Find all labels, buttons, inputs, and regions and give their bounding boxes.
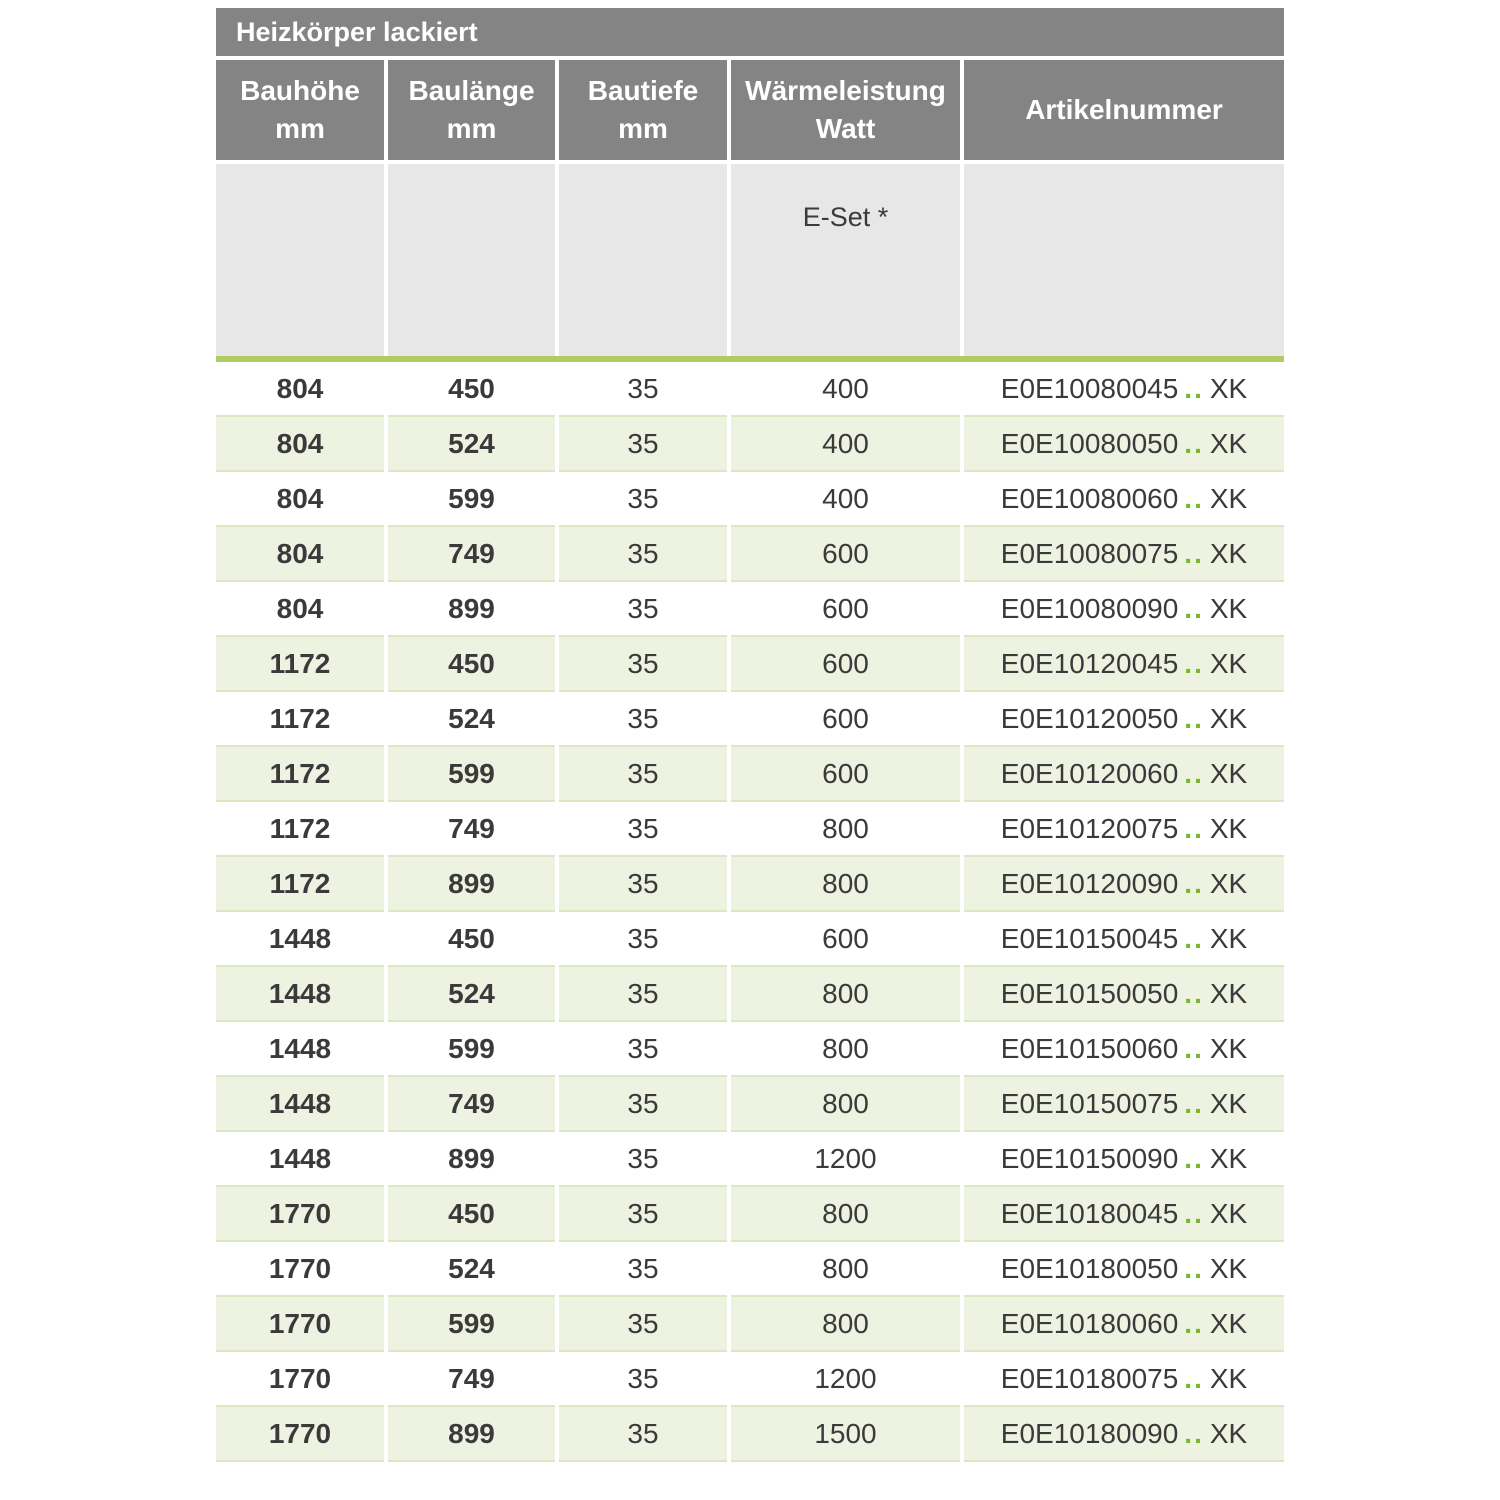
cell-waermeleistung: 600: [731, 582, 960, 637]
cell-bauhoehe: 1448: [216, 1077, 384, 1132]
artikel-base: E0E10080060: [1000, 482, 1179, 514]
artikel-suffix: XK: [1209, 702, 1248, 734]
cell-baulaenge: 899: [388, 857, 555, 912]
cell-waermeleistung: 1200: [731, 1352, 960, 1407]
cell-bauhoehe: 804: [216, 527, 384, 582]
artikel-dots: ..: [1184, 977, 1204, 1009]
cell-baulaenge: 899: [388, 582, 555, 637]
table-row: [216, 1132, 1284, 1187]
cell-bautiefe: 35: [559, 472, 727, 527]
artikel-suffix: XK: [1209, 1087, 1248, 1119]
artikel-dots: ..: [1184, 702, 1204, 734]
cell-waermeleistung: 800: [731, 1242, 960, 1297]
table-row: [216, 527, 1284, 582]
cell-bautiefe: 35: [559, 967, 727, 1022]
cell-waermeleistung: 800: [731, 857, 960, 912]
artikel-base: E0E10180045: [1000, 1197, 1179, 1229]
column-header-artikelnummer: [964, 60, 1284, 160]
cell-baulaenge: 450: [388, 637, 555, 692]
artikel-suffix: XK: [1209, 1197, 1248, 1229]
table-row: [216, 1352, 1284, 1407]
artikel-dots: ..: [1184, 592, 1204, 624]
column-unit: mm: [446, 113, 497, 144]
column-header-row: [216, 60, 1284, 160]
cell-bauhoehe: 1770: [216, 1297, 384, 1352]
cell-artikelnummer: [964, 527, 1284, 582]
cell-bautiefe: 35: [559, 747, 727, 802]
artikel-suffix: XK: [1209, 537, 1248, 569]
cell-baulaenge: 450: [388, 912, 555, 967]
cell-bautiefe: 35: [559, 417, 727, 472]
artikel-dots: ..: [1184, 372, 1204, 404]
table-row: [216, 692, 1284, 747]
artikel-base: E0E10180060: [1000, 1307, 1179, 1339]
cell-waermeleistung: 600: [731, 637, 960, 692]
cell-artikelnummer: [964, 692, 1284, 747]
subheader-cell: [216, 164, 384, 356]
cell-bauhoehe: 804: [216, 582, 384, 637]
cell-bautiefe: 35: [559, 1022, 727, 1077]
cell-artikelnummer: [964, 857, 1284, 912]
cell-baulaenge: 599: [388, 472, 555, 527]
artikel-suffix: XK: [1209, 1307, 1248, 1339]
table-row: [216, 582, 1284, 637]
cell-baulaenge: 524: [388, 692, 555, 747]
artikel-suffix: XK: [1209, 427, 1248, 459]
cell-waermeleistung: 800: [731, 1297, 960, 1352]
cell-bauhoehe: 804: [216, 472, 384, 527]
cell-bautiefe: 35: [559, 857, 727, 912]
cell-waermeleistung: 400: [731, 472, 960, 527]
table-row: [216, 747, 1284, 802]
cell-baulaenge: 749: [388, 802, 555, 857]
artikel-suffix: XK: [1209, 1252, 1248, 1284]
artikel-base: E0E10080045: [1000, 372, 1179, 404]
artikel-dots: ..: [1184, 427, 1204, 459]
cell-bauhoehe: 1770: [216, 1352, 384, 1407]
artikel-base: E0E10080075: [1000, 537, 1179, 569]
artikel-base: E0E10150090: [1000, 1142, 1179, 1174]
artikel-dots: ..: [1184, 1197, 1204, 1229]
cell-baulaenge: 749: [388, 1352, 555, 1407]
artikel-suffix: XK: [1209, 1032, 1248, 1064]
cell-bautiefe: 35: [559, 637, 727, 692]
artikel-base: E0E10120075: [1000, 812, 1179, 844]
table-title: Heizkörper lackiert: [216, 8, 1284, 56]
cell-baulaenge: 599: [388, 1297, 555, 1352]
cell-artikelnummer: [964, 472, 1284, 527]
cell-artikelnummer: [964, 1187, 1284, 1242]
table-row: [216, 472, 1284, 527]
artikel-suffix: XK: [1209, 977, 1248, 1009]
cell-artikelnummer: [964, 637, 1284, 692]
cell-artikelnummer: [964, 1352, 1284, 1407]
artikel-suffix: XK: [1209, 922, 1248, 954]
subheader-eset-cell: E-Set *: [731, 164, 960, 356]
table-body: [216, 362, 1284, 1462]
cell-bautiefe: 35: [559, 1297, 727, 1352]
artikel-dots: ..: [1184, 812, 1204, 844]
cell-bauhoehe: 1172: [216, 637, 384, 692]
cell-baulaenge: 899: [388, 1132, 555, 1187]
cell-bauhoehe: 1448: [216, 967, 384, 1022]
artikel-dots: ..: [1184, 537, 1204, 569]
cell-bauhoehe: 1448: [216, 1022, 384, 1077]
cell-bautiefe: 35: [559, 802, 727, 857]
cell-bautiefe: 35: [559, 692, 727, 747]
artikel-suffix: XK: [1209, 1417, 1248, 1449]
cell-bauhoehe: 1172: [216, 857, 384, 912]
cell-artikelnummer: [964, 967, 1284, 1022]
cell-bauhoehe: 1770: [216, 1407, 384, 1462]
table-row: [216, 1077, 1284, 1132]
artikel-base: E0E10080050: [1000, 427, 1179, 459]
artikel-base: E0E10150045: [1000, 922, 1179, 954]
artikel-base: E0E10120060: [1000, 757, 1179, 789]
artikel-base: E0E10180090: [1000, 1417, 1179, 1449]
artikel-dots: ..: [1184, 1087, 1204, 1119]
cell-bautiefe: 35: [559, 1187, 727, 1242]
column-header-bautiefe: [559, 60, 727, 160]
artikel-dots: ..: [1184, 1252, 1204, 1284]
cell-waermeleistung: 1500: [731, 1407, 960, 1462]
artikel-dots: ..: [1184, 647, 1204, 679]
cell-artikelnummer: [964, 912, 1284, 967]
catalog-table: [212, 8, 1288, 1462]
cell-artikelnummer: [964, 1022, 1284, 1077]
table-row: [216, 1242, 1284, 1297]
cell-bautiefe: 35: [559, 582, 727, 637]
artikel-dots: ..: [1184, 1307, 1204, 1339]
artikel-dots: ..: [1184, 1142, 1204, 1174]
cell-bauhoehe: 1172: [216, 692, 384, 747]
cell-waermeleistung: 800: [731, 1022, 960, 1077]
column-label: Bauhöhe: [240, 75, 360, 107]
artikel-dots: ..: [1184, 482, 1204, 514]
cell-artikelnummer: [964, 802, 1284, 857]
cell-bauhoehe: 1448: [216, 1132, 384, 1187]
column-label: Baulänge: [408, 75, 535, 107]
cell-artikelnummer: [964, 582, 1284, 637]
subheader-row: [216, 164, 1284, 356]
artikel-suffix: XK: [1209, 812, 1248, 844]
column-label: Artikelnummer: [1025, 94, 1223, 126]
cell-bauhoehe: 1172: [216, 802, 384, 857]
cell-bautiefe: 35: [559, 1352, 727, 1407]
cell-artikelnummer: [964, 1242, 1284, 1297]
artikel-base: E0E10180050: [1000, 1252, 1179, 1284]
table-row: [216, 1022, 1284, 1077]
cell-waermeleistung: 400: [731, 362, 960, 417]
cell-baulaenge: 450: [388, 1187, 555, 1242]
artikel-base: E0E10080090: [1000, 592, 1179, 624]
artikel-base: E0E10120090: [1000, 867, 1179, 899]
artikel-suffix: XK: [1209, 372, 1248, 404]
column-label: Wärmeleistung: [745, 75, 946, 107]
table-row: [216, 967, 1284, 1022]
artikel-dots: ..: [1184, 1417, 1204, 1449]
cell-baulaenge: 599: [388, 1022, 555, 1077]
cell-waermeleistung: 600: [731, 692, 960, 747]
cell-bautiefe: 35: [559, 1077, 727, 1132]
column-header-waermeleistung: [731, 60, 960, 160]
column-header-baulaenge: [388, 60, 555, 160]
table-row: [216, 1187, 1284, 1242]
artikel-suffix: XK: [1209, 1362, 1248, 1394]
cell-artikelnummer: [964, 1077, 1284, 1132]
cell-waermeleistung: 600: [731, 747, 960, 802]
artikel-suffix: XK: [1209, 482, 1248, 514]
table-row: [216, 802, 1284, 857]
cell-baulaenge: 749: [388, 527, 555, 582]
subheader-cell: [388, 164, 555, 356]
artikel-suffix: XK: [1209, 757, 1248, 789]
table-row: [216, 857, 1284, 912]
cell-waermeleistung: 800: [731, 802, 960, 857]
artikel-dots: ..: [1184, 757, 1204, 789]
cell-bautiefe: 35: [559, 1132, 727, 1187]
table-row: [216, 637, 1284, 692]
cell-artikelnummer: [964, 1407, 1284, 1462]
column-unit: mm: [618, 113, 668, 144]
artikel-base: E0E10180075: [1000, 1362, 1179, 1394]
artikel-suffix: XK: [1209, 647, 1248, 679]
artikel-base: E0E10150050: [1000, 977, 1179, 1009]
artikel-dots: ..: [1184, 867, 1204, 899]
cell-bauhoehe: 804: [216, 417, 384, 472]
cell-bauhoehe: 1770: [216, 1242, 384, 1297]
artikel-suffix: XK: [1209, 1142, 1248, 1174]
cell-waermeleistung: 800: [731, 967, 960, 1022]
artikel-suffix: XK: [1209, 867, 1248, 899]
cell-bauhoehe: 1448: [216, 912, 384, 967]
cell-waermeleistung: 400: [731, 417, 960, 472]
table-row: [216, 1407, 1284, 1462]
table-row: [216, 912, 1284, 967]
cell-baulaenge: 524: [388, 1242, 555, 1297]
cell-waermeleistung: 800: [731, 1187, 960, 1242]
cell-waermeleistung: 800: [731, 1077, 960, 1132]
cell-baulaenge: 749: [388, 1077, 555, 1132]
cell-artikelnummer: [964, 417, 1284, 472]
cell-baulaenge: 899: [388, 1407, 555, 1462]
cell-waermeleistung: 1200: [731, 1132, 960, 1187]
cell-baulaenge: 599: [388, 747, 555, 802]
cell-bautiefe: 35: [559, 362, 727, 417]
cell-bautiefe: 35: [559, 912, 727, 967]
artikel-dots: ..: [1184, 1362, 1204, 1394]
cell-waermeleistung: 600: [731, 527, 960, 582]
cell-artikelnummer: [964, 1297, 1284, 1352]
table-row: [216, 362, 1284, 417]
table-row: [216, 417, 1284, 472]
cell-baulaenge: 524: [388, 417, 555, 472]
artikel-base: E0E10120045: [1000, 647, 1179, 679]
cell-bautiefe: 35: [559, 1407, 727, 1462]
column-unit: mm: [275, 113, 325, 144]
cell-bauhoehe: 804: [216, 362, 384, 417]
subheader-cell: [559, 164, 727, 356]
cell-baulaenge: 524: [388, 967, 555, 1022]
column-header-bauhoehe: [216, 60, 384, 160]
artikel-suffix: XK: [1209, 592, 1248, 624]
column-unit: Watt: [815, 113, 876, 144]
cell-waermeleistung: 600: [731, 912, 960, 967]
cell-baulaenge: 450: [388, 362, 555, 417]
cell-bautiefe: 35: [559, 1242, 727, 1297]
cell-bauhoehe: 1172: [216, 747, 384, 802]
title-row: [216, 8, 1284, 56]
table-row: [216, 1297, 1284, 1352]
cell-artikelnummer: [964, 747, 1284, 802]
cell-artikelnummer: [964, 1132, 1284, 1187]
artikel-base: E0E10150075: [1000, 1087, 1179, 1119]
cell-bautiefe: 35: [559, 527, 727, 582]
artikel-base: E0E10120050: [1000, 702, 1179, 734]
subheader-cell: [964, 164, 1284, 356]
cell-artikelnummer: [964, 362, 1284, 417]
cell-bauhoehe: 1770: [216, 1187, 384, 1242]
column-label: Bautiefe: [587, 75, 699, 107]
artikel-base: E0E10150060: [1000, 1032, 1179, 1064]
artikel-dots: ..: [1184, 922, 1204, 954]
artikel-dots: ..: [1184, 1032, 1204, 1064]
